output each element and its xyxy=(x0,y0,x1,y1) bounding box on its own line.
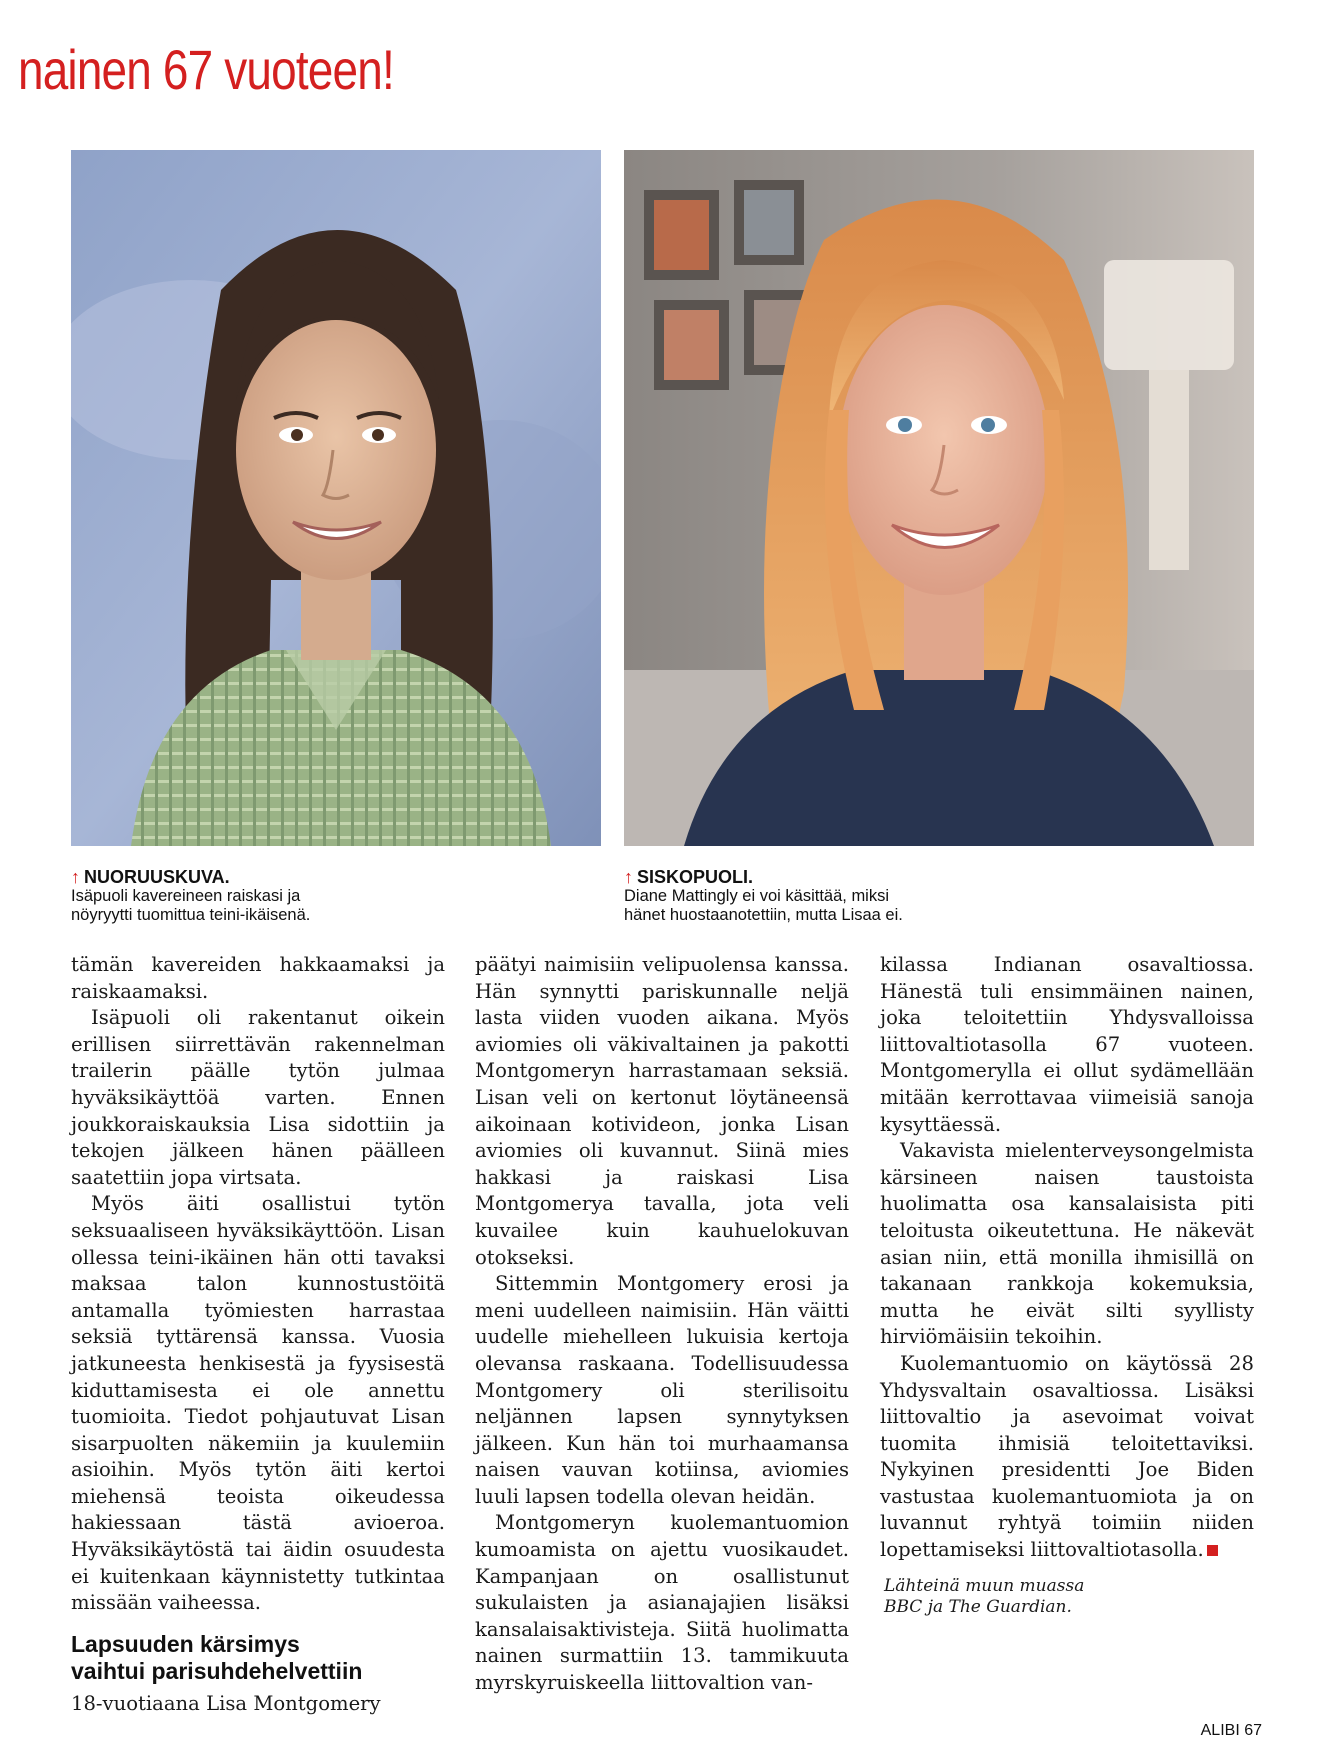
paragraph: päätyi naimisiin velipuolensa kanssa. Hän synnytti pariskunnalle neljä lasta viiden vuoden aikana. Myös aviomies oli väkivaltainen ja pakotti Montgomeryn harrastamaan seksiä. Lisan veli on kertonut löytäneensä aikoinaan kotivideon, jonka Lisan aviomies oli kuvannut. Siinä mies hakkasi ja raiskasi Lisa Montgomerya tavalla, jota veli kuvailee kuin kauhuelokuvan otokseksi. xyxy=(475,953,849,1269)
caption-left-line: nöyryytti tuomittua teini-ikäisenä. xyxy=(71,906,311,924)
headline: nainen 67 vuoteen! xyxy=(18,38,394,101)
paragraph: Montgomeryn kuolemantuomion kumoamista on ajettu vuosikaudet. Kampanjaan on osallistunut sukulaisten ja asianajajien lisäksi kansalaisaktivisteja. Siitä huolimatta nainen surmattiin 13. tammikuuta myrskyruiskeella liittovaltion van- xyxy=(475,1511,849,1695)
article-column-3 xyxy=(880,952,1254,1618)
paragraph: 18-vuotiaana Lisa Montgomery xyxy=(71,1691,381,1715)
caption-right-line: Diane Mattingly ei voi käsittää, miksi xyxy=(624,887,890,905)
source-note: Lähteinä muun muassa BBC ja The Guardian. xyxy=(884,1575,1085,1617)
paragraph: Myös äiti osallistui tytön seksuaaliseen hyväksikäyttöön. Lisan ollessa teini-ikäinen hän otti tavaksi maksaa talon kunnostustöitä antamalla työmiesten harrastaa seksiä tyttärensä kanssa. Vuosia jatkuneesta henkisestä ja fyysisestä kiduttamisesta ei ole annettu tuomioita. Tiedot pohjautuvat Lisan sisarpuolten näkemiin ja kuulemiin asioihin. Myös tytön äiti kertoi miehensä teoista oikeudessa hakiessaan tästä avioeroa. Hyväksikäytöstä tai äidin osuudesta ei kuitenkaan käynnistetty tutkintaa missään vaiheessa. xyxy=(71,1192,445,1615)
arrow-up-icon: ↑ xyxy=(624,867,633,887)
caption-left xyxy=(71,868,591,925)
end-mark-icon xyxy=(1207,1545,1218,1556)
caption-right-line: hänet huostaanotettiin, mutta Lisaa ei. xyxy=(624,906,903,924)
photo-young-lisa xyxy=(71,150,601,846)
photo-diane-mattingly xyxy=(624,150,1254,846)
subheading: Lapsuuden kärsimys vaihtui parisuhdehelvettiin xyxy=(71,1630,363,1684)
page-folio: ALIBI 67 xyxy=(1200,1722,1262,1739)
paragraph: kilassa Indianan osavaltiossa. Hänestä tuli ensimmäinen nainen, joka teloitettiin Yhdysvalloissa liittovaltiotasolla 67 vuoteen. Montgomerylla ei ollut sydämellään mitään kerrottavaa viimeisiä sanoja kysyttäessä. xyxy=(880,953,1254,1136)
paragraph: Isäpuoli oli rakentanut oikein erillisen siirrettävän rakennelman trailerin päälle tytön julmaa hyväksikäyttöä varten. Ennen joukkoraiskauksia Lisa sidottiin ja tekojen jälkeen hänen päälleen saatettiin jopa virtsata. xyxy=(71,1006,445,1189)
paragraph: Kuolemantuomio on käytössä 28 Yhdysvaltain osavaltiossa. Lisäksi liittovaltio ja asevoimat voivat tuomita ihmisiä teloitettaviksi. Nykyinen presidentti Joe Biden vastustaa kuolemantuomiota ja on luvannut ryhtyä toimiin niiden lopettamiseksi liittovaltiotasolla. xyxy=(880,1351,1254,1562)
arrow-up-icon: ↑ xyxy=(71,867,80,887)
caption-right xyxy=(624,868,1244,925)
caption-right-title: ↑ SISKOPUOLI. xyxy=(624,867,754,887)
article-column-2 xyxy=(475,952,849,1697)
paragraph: Sittemmin Montgomery erosi ja meni uudelleen naimisiin. Hän väitti uudelle miehelleen lukuisia kertoja olevansa raskaana. Todellisuudessa Montgomery oli sterilisoitu neljännen lapsen synnytyksen jälkeen. Kun hän toi murhaamansa naisen vauvan kotiinsa, aviomies luuli lapsen todella olevan heidän. xyxy=(475,1272,849,1508)
caption-left-line: Isäpuoli kavereineen raiskasi ja xyxy=(71,887,301,905)
article-column-1 xyxy=(71,952,445,1717)
caption-left-title: ↑ NUORUUSKUVA. xyxy=(71,867,230,887)
paragraph: tämän kavereiden hakkaamaksi ja raiskaamaksi. xyxy=(71,953,445,1003)
paragraph: Vakavista mielenterveysongelmista kärsineen naisen taustoista huolimatta osa kansalaisista piti teloitusta oikeutettuna. He näkevät asian niin, että monilla ihmisillä on takanaan rankkoja kokemuksia, mutta he eivät silti syyllisty hirviömäisiin tekoihin. xyxy=(880,1139,1254,1349)
